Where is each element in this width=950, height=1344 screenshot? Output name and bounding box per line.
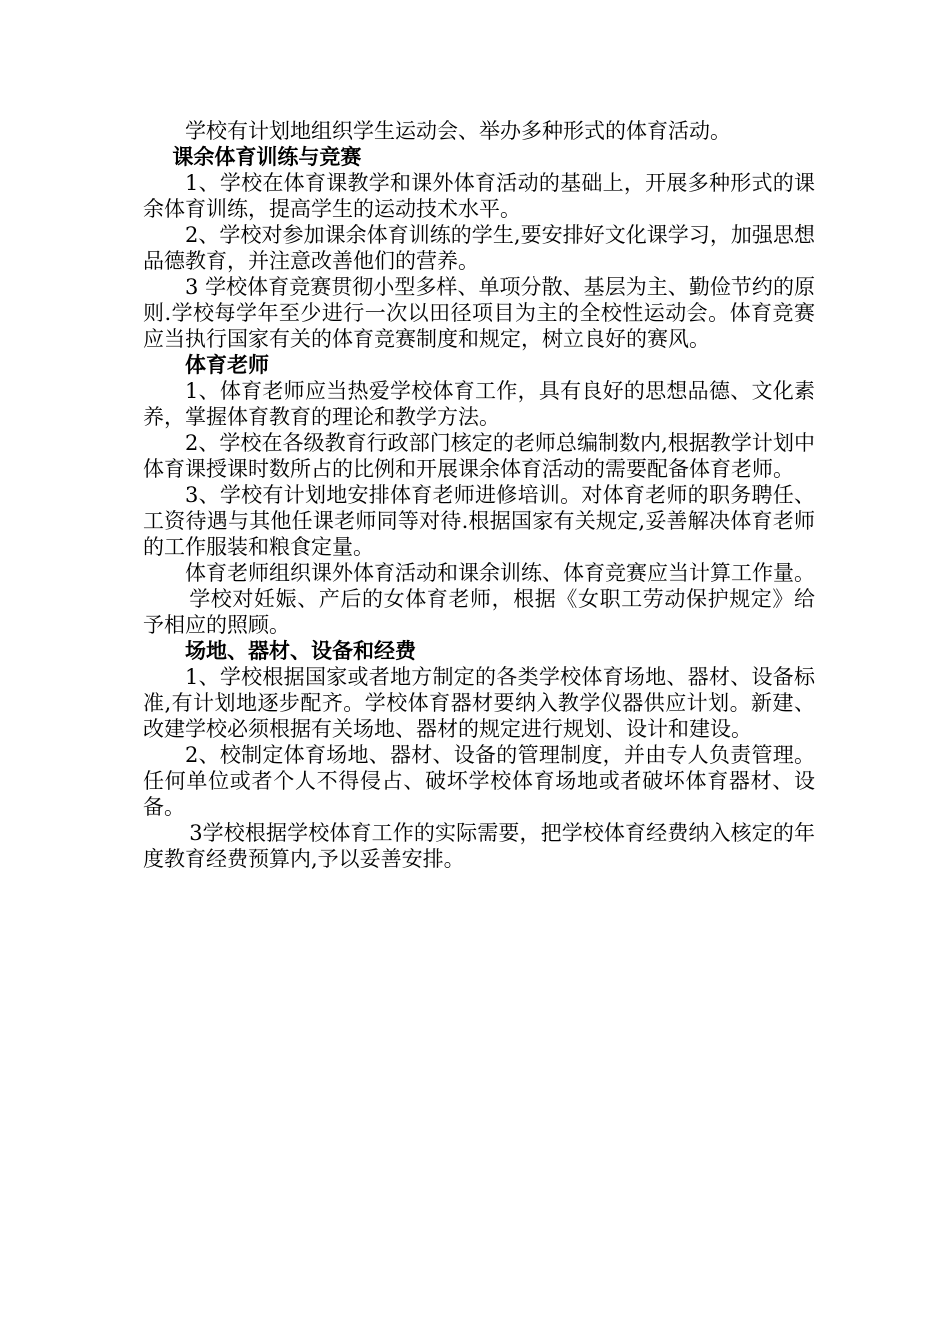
document-page <box>143 118 815 872</box>
paragraph: 学校对妊娠、产后的女体育老师，根据《女职工劳动保护规定》给予相应的照顾。 <box>143 587 815 637</box>
paragraph: 3 学校体育竞赛贯彻小型多样、单项分散、基层为主、勤俭节约的原则.学校每学年至少进行一次以田径项目为主的全校性运动会。体育竞赛应当执行国家有关的体育竞赛制度和规定，树立良好的赛风。 <box>143 275 815 351</box>
paragraph: 1、体育老师应当热爱学校体育工作，具有良好的思想品德、文化素养，掌握体育教育的理论和教学方法。 <box>143 379 815 429</box>
paragraph: 3学校根据学校体育工作的实际需要，把学校体育经费纳入核定的年度教育经费预算内,予以妥善安排。 <box>143 821 815 871</box>
paragraph: 体育老师组织课外体育活动和课余训练、体育竞赛应当计算工作量。 <box>185 561 815 585</box>
paragraph: 2、校制定体育场地、器材、设备的管理制度，并由专人负责管理。任何单位或者个人不得侵占、破坏学校体育场地或者破坏体育器材、设备。 <box>143 743 815 819</box>
intro-paragraph: 学校有计划地组织学生运动会、举办多种形式的体育活动。 <box>185 119 731 143</box>
paragraph: 3、学校有计划地安排体育老师进修培训。对体育老师的职务聘任、工资待遇与其他任课老师同等对待.根据国家有关规定,妥善解决体育老师的工作服装和粮食定量。 <box>143 483 815 559</box>
paragraph: 2、学校对参加课余体育训练的学生,要安排好文化课学习，加强思想品德教育，并注意改善他们的营养。 <box>143 223 815 273</box>
section-pe-teachers <box>143 352 815 638</box>
section-heading: 课余体育训练与竞赛 <box>172 145 362 169</box>
section-heading: 场地、器材、设备和经费 <box>185 639 416 663</box>
section-heading: 体育老师 <box>185 353 269 377</box>
paragraph: 1、学校根据国家或者地方制定的各类学校体育场地、器材、设备标准,有计划地逐步配齐。学校体育器材要纳入教学仪器供应计划。新建、改建学校必须根据有关场地、器材的规定进行规划、设计和建设。 <box>143 665 815 741</box>
section-training-competition <box>143 144 815 352</box>
section-facilities-funding <box>143 638 815 872</box>
paragraph: 2、学校在各级教育行政部门核定的老师总编制数内,根据教学计划中体育课授课时数所占的比例和开展课余体育活动的需要配备体育老师。 <box>143 431 815 481</box>
paragraph: 1、学校在体育课教学和课外体育活动的基础上，开展多种形式的课余体育训练，提高学生的运动技术水平。 <box>143 171 815 221</box>
